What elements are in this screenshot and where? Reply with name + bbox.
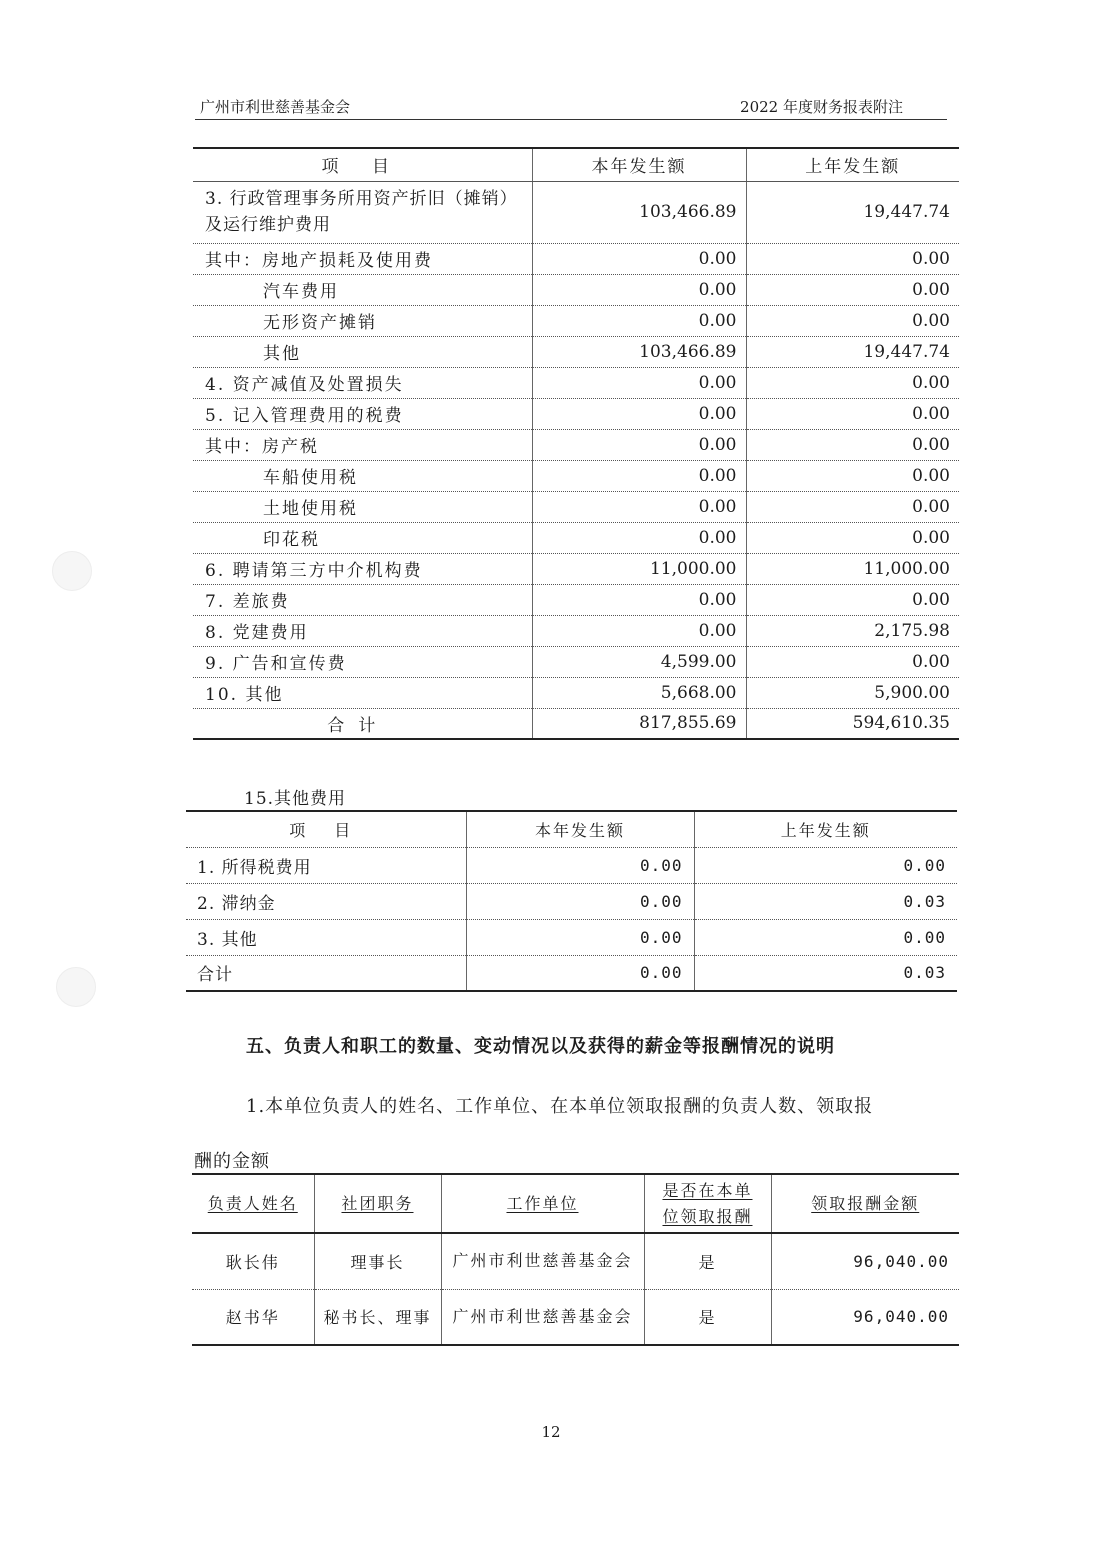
row-amount: 96,040.00 (771, 1289, 959, 1345)
row-current: 0.00 (466, 883, 694, 919)
row-item: 土地使用税 (193, 491, 532, 522)
row-item: 其中：房产税 (193, 429, 532, 460)
column-header-previous: 上年发生额 (746, 148, 959, 181)
row-position: 理事长 (314, 1233, 441, 1289)
row-current: 5,668.00 (532, 677, 746, 708)
row-previous: 2,175.98 (746, 615, 959, 646)
row-current: 817,855.69 (532, 708, 746, 739)
column-header-item: 项 目 (186, 811, 466, 847)
column-header-item: 项 目 (193, 148, 532, 181)
row-previous: 0.00 (746, 305, 959, 336)
row-current: 103,466.89 (532, 181, 746, 243)
row-name: 赵书华 (225, 1308, 280, 1328)
section-5-paragraph-line-1: 1.本单位负责人的姓名、工作单位、在本单位领取报酬的负责人数、领取报 (246, 1096, 874, 1117)
row-current: 0.00 (466, 919, 694, 955)
row-item: 车船使用税 (193, 460, 532, 491)
row-position: 秘书长、理事 (314, 1289, 441, 1345)
table-row (192, 1233, 959, 1289)
row-previous: 19,447.74 (746, 336, 959, 367)
column-header-employer: 工作单位 (441, 1174, 644, 1233)
table-header-row (192, 1174, 959, 1233)
section-5-paragraph-line-2: 酬的金额 (194, 1151, 270, 1172)
row-current: 11,000.00 (532, 553, 746, 584)
table-header-row (193, 148, 959, 181)
column-header-paid: 是否在本单位领取报酬 (644, 1174, 771, 1233)
admin-expense-table (193, 147, 959, 740)
table-row (193, 429, 959, 460)
table-row (193, 677, 959, 708)
row-amount: 96,040.00 (771, 1233, 959, 1289)
table-row (193, 398, 959, 429)
row-item: 无形资产摊销 (193, 305, 532, 336)
row-previous: 0.00 (746, 274, 959, 305)
row-previous: 0.00 (746, 367, 959, 398)
row-item: 3. 其他 (186, 919, 466, 955)
table-row (186, 847, 957, 883)
row-paid: 是 (644, 1289, 771, 1345)
column-header-position: 社团职务 (314, 1174, 441, 1233)
table-row (193, 336, 959, 367)
table-row (186, 919, 957, 955)
row-current: 0.00 (466, 847, 694, 883)
row-previous: 11,000.00 (746, 553, 959, 584)
table-row (193, 460, 959, 491)
row-previous: 0.00 (746, 646, 959, 677)
row-previous: 0.03 (694, 883, 957, 919)
table-row (193, 646, 959, 677)
row-paid: 是 (644, 1233, 771, 1289)
row-name: 耿长伟 (192, 1233, 314, 1289)
row-item: 2. 滞纳金 (186, 883, 466, 919)
row-employer: 广州市利世慈善基金会 (441, 1289, 644, 1345)
row-item: 6. 聘请第三方中介机构费 (193, 553, 532, 584)
row-previous: 5,900.00 (746, 677, 959, 708)
section-5-heading: 五、负责人和职工的数量、变动情况以及获得的薪金等报酬情况的说明 (246, 1036, 835, 1057)
row-item: 其中：房地产损耗及使用费 (193, 243, 532, 274)
table-row (193, 615, 959, 646)
table-row (193, 553, 959, 584)
row-previous: 0.00 (746, 491, 959, 522)
row-current: 0.00 (466, 955, 694, 991)
row-item: 合计 (327, 715, 390, 736)
table-row (193, 274, 959, 305)
row-current: 0.00 (532, 305, 746, 336)
table-row (193, 305, 959, 336)
row-current: 0.00 (532, 429, 746, 460)
row-item: 印花税 (193, 522, 532, 553)
row-item: 5. 记入管理费用的税费 (193, 398, 532, 429)
row-item: 其他 (193, 336, 532, 367)
compensation-table (192, 1173, 959, 1346)
row-previous: 0.00 (746, 429, 959, 460)
row-employer: 广州市利世慈善基金会 (441, 1233, 644, 1289)
row-item: 合计 (197, 965, 233, 986)
header-document-title: 2022 年度财务报表附注 (740, 98, 903, 116)
row-previous: 0.00 (746, 522, 959, 553)
page-header (195, 96, 947, 120)
row-current: 103,466.89 (532, 336, 746, 367)
table-row (193, 243, 959, 274)
other-expense-table (186, 810, 957, 992)
row-current: 0.00 (532, 460, 746, 491)
row-item: 8. 党建费用 (193, 615, 532, 646)
table-header-row (186, 811, 957, 847)
table-row (186, 883, 957, 919)
column-header-amount: 领取报酬金额 (771, 1174, 959, 1233)
row-previous: 0.00 (746, 584, 959, 615)
row-previous: 0.03 (694, 955, 957, 991)
punch-hole-bottom (56, 967, 96, 1007)
table-row (192, 1289, 959, 1345)
row-current: 0.00 (532, 615, 746, 646)
column-header-name: 负责人姓名 (192, 1174, 314, 1233)
row-item: 10. 其他 (193, 677, 532, 708)
table-row (193, 181, 959, 243)
table-total-row (186, 955, 957, 991)
row-previous: 19,447.74 (746, 181, 959, 243)
row-current: 0.00 (532, 491, 746, 522)
column-header-current: 本年发生额 (466, 811, 694, 847)
row-item: 9. 广告和宣传费 (193, 646, 532, 677)
table-row (193, 491, 959, 522)
row-current: 0.00 (532, 243, 746, 274)
table-row (193, 522, 959, 553)
page-number: 12 (541, 1423, 561, 1441)
header-organization: 广州市利世慈善基金会 (200, 98, 351, 116)
row-previous: 594,610.35 (746, 708, 959, 739)
table-row (193, 584, 959, 615)
row-previous: 0.00 (694, 847, 957, 883)
row-item: 1. 所得税费用 (186, 847, 466, 883)
punch-hole-top (52, 551, 92, 591)
row-item: 3. 行政管理事务所用资产折旧（摊销）及运行维护费用 (193, 181, 532, 243)
row-current: 0.00 (532, 367, 746, 398)
table-row (193, 367, 959, 398)
row-item: 4. 资产减值及处置损失 (193, 367, 532, 398)
row-previous: 0.00 (746, 460, 959, 491)
table-total-row (193, 708, 959, 739)
row-current: 0.00 (532, 398, 746, 429)
row-item: 7. 差旅费 (193, 584, 532, 615)
row-previous: 0.00 (694, 919, 957, 955)
row-previous: 0.00 (746, 243, 959, 274)
row-previous: 0.00 (746, 398, 959, 429)
section-15-title: 15.其他费用 (244, 789, 347, 809)
row-item: 汽车费用 (193, 274, 532, 305)
row-current: 4,599.00 (532, 646, 746, 677)
row-current: 0.00 (532, 584, 746, 615)
column-header-previous: 上年发生额 (694, 811, 957, 847)
column-header-current: 本年发生额 (532, 148, 746, 181)
row-current: 0.00 (532, 522, 746, 553)
row-current: 0.00 (532, 274, 746, 305)
